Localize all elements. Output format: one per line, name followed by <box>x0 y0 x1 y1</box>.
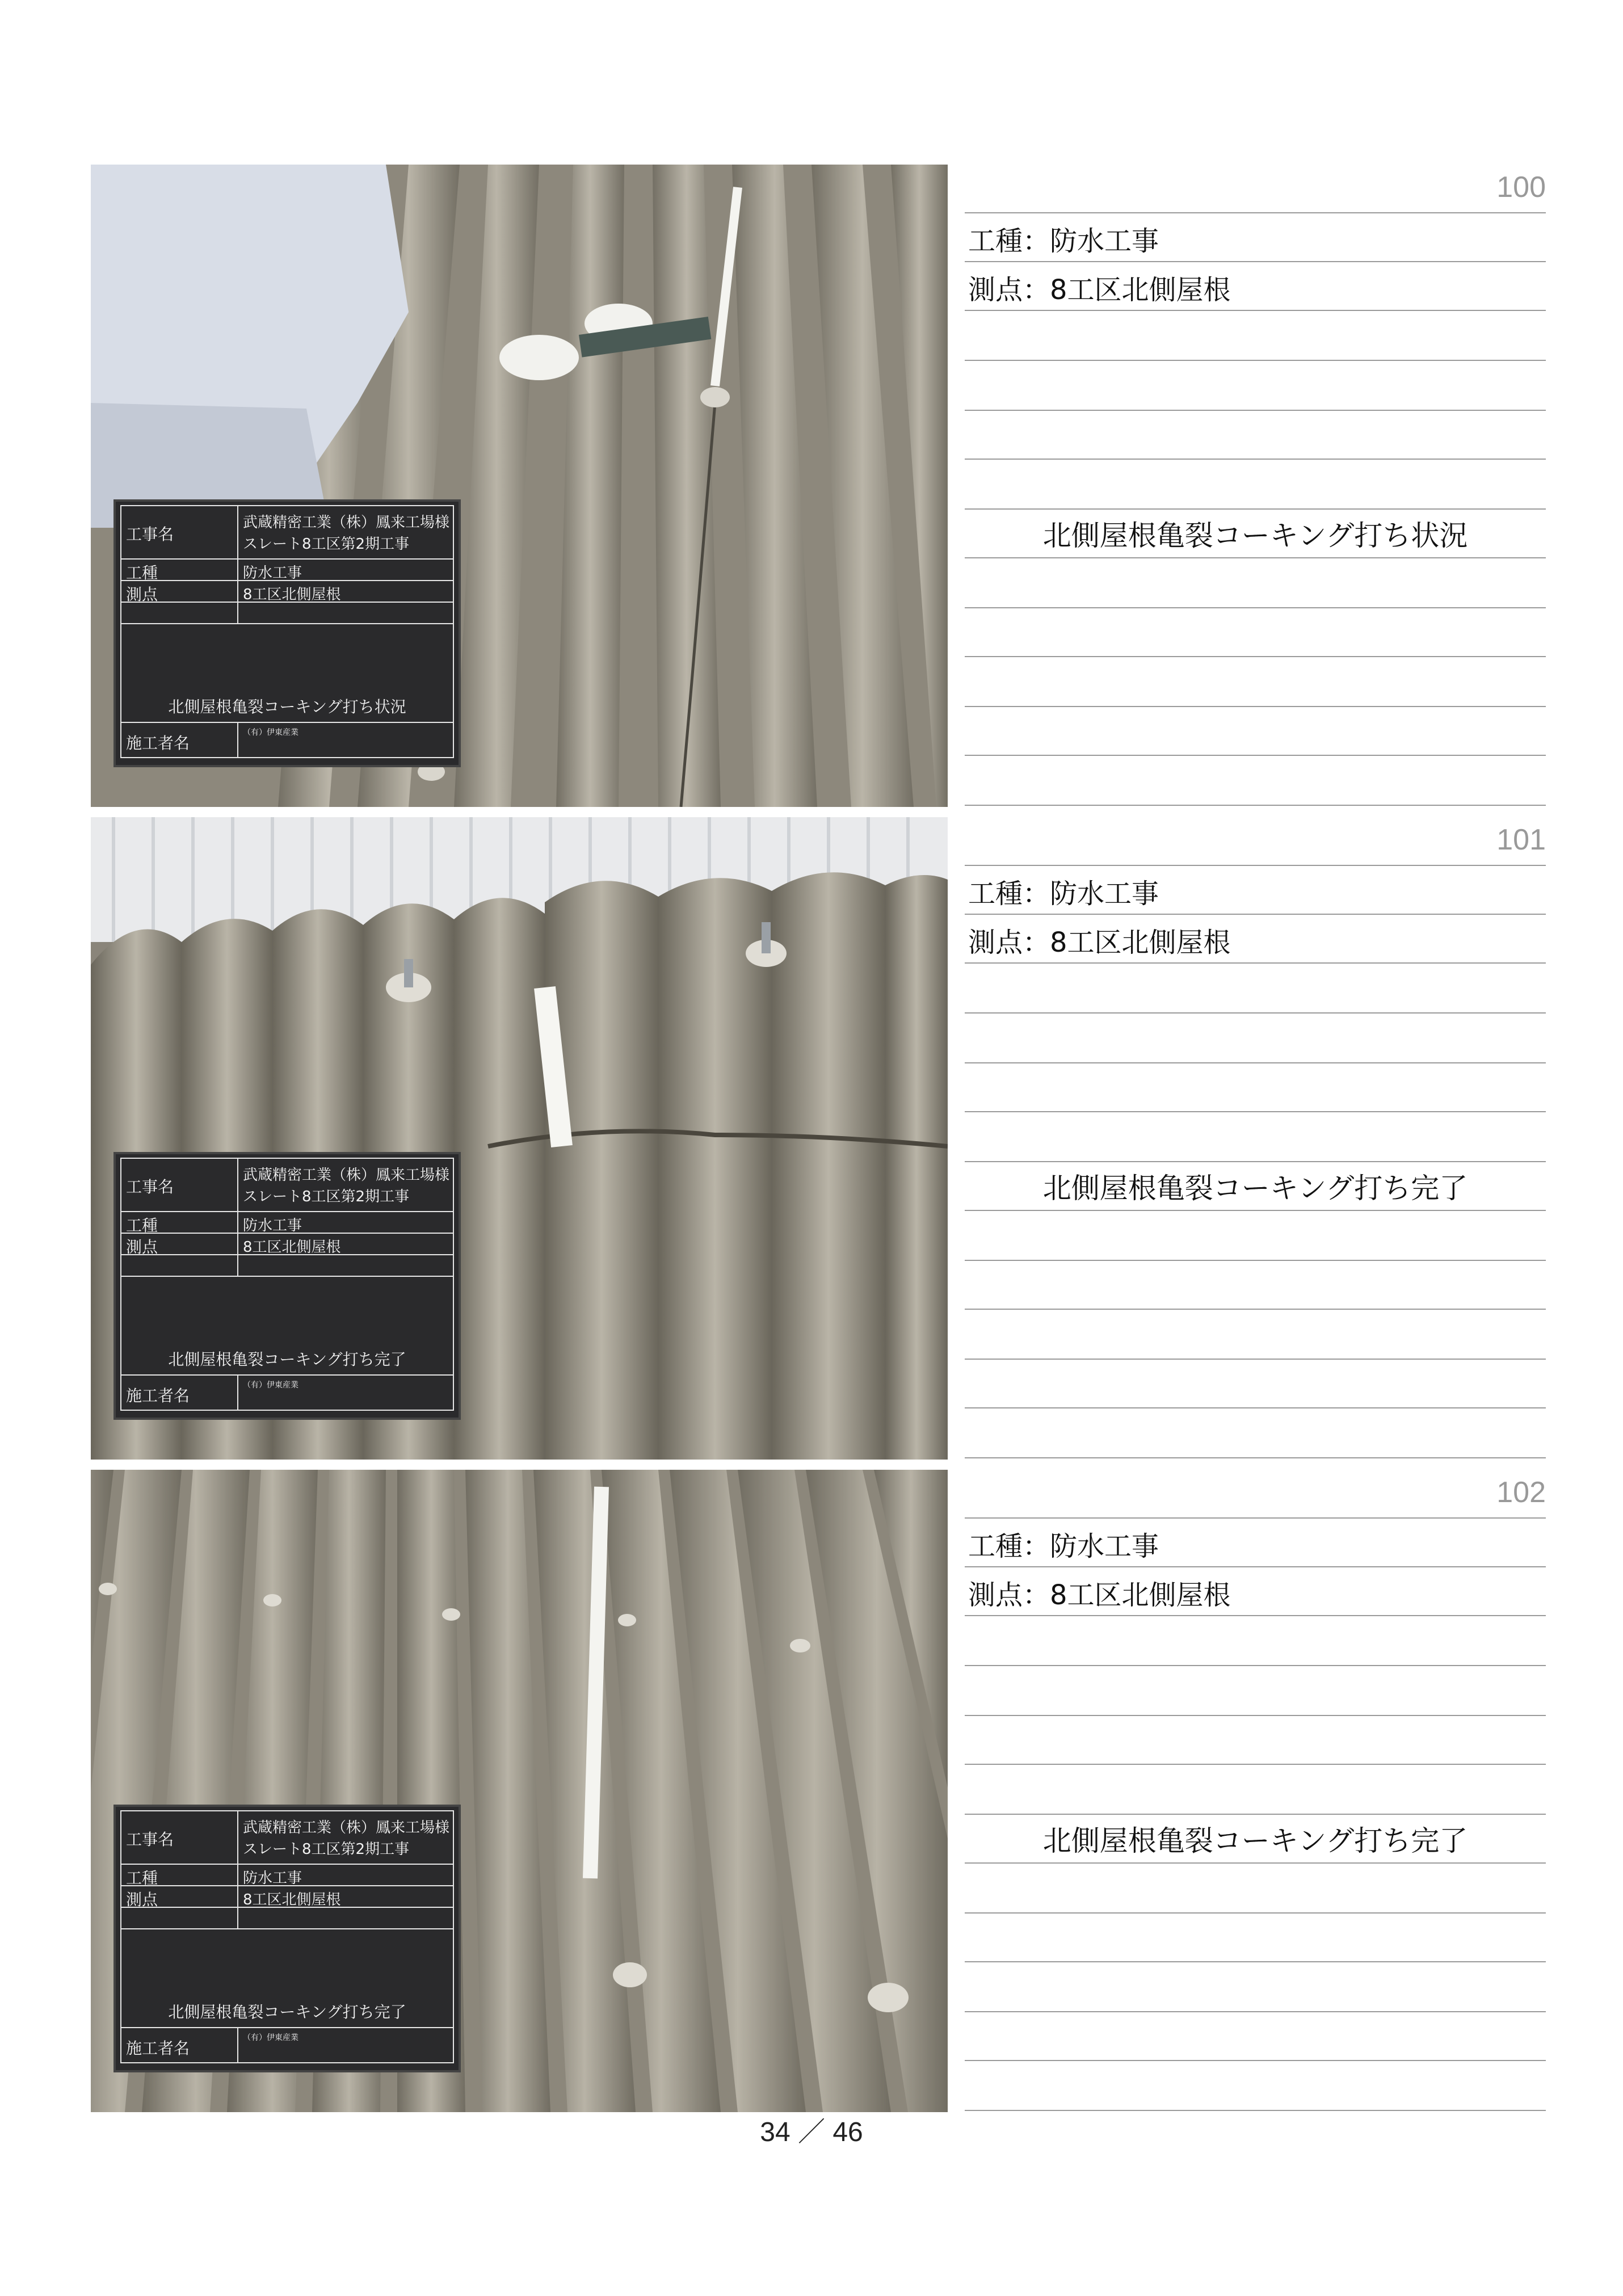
sokuten-line: 測点：8工区北側屋根 <box>968 274 1231 306</box>
board-key-sekou: 施工者名 <box>126 734 190 752</box>
page-indicator: 34 ／ 46 <box>760 2117 863 2147</box>
board-caption: 北側屋根亀裂コーキング打ち完了 <box>168 1350 406 1369</box>
photo-entry-100 <box>91 165 1546 807</box>
board-value-koshu: 防水工事 <box>243 1217 302 1234</box>
construction-blackboard <box>113 1805 461 2072</box>
board-row-blank <box>120 1907 454 1929</box>
board-value-project-name-line1: 武蔵精密工業（株）鳳来工場様 <box>243 1819 450 1836</box>
koshu-line: 工種：防水工事 <box>968 1530 1159 1562</box>
construction-blackboard <box>113 1152 461 1420</box>
board-value-sekou: （有）伊東産業 <box>243 1381 298 1390</box>
board-row-name <box>120 505 454 560</box>
board-value-koshu: 防水工事 <box>243 565 302 582</box>
board-value-project-name-line2: スレート8工区第2期工事 <box>243 1841 410 1858</box>
photo-roof-caulking-in-progress <box>91 165 948 807</box>
board-value-sekou: （有）伊東産業 <box>243 2033 298 2042</box>
photo-entry-101 <box>91 817 1546 1460</box>
photo-number: 102 <box>1496 1476 1546 1509</box>
board-row-sekou <box>120 722 454 758</box>
board-row-caption <box>120 1276 454 1376</box>
board-key-sekou: 施工者名 <box>126 2039 190 2058</box>
sokuten-line: 測点：8工区北側屋根 <box>968 1579 1231 1611</box>
board-row-name <box>120 1810 454 1865</box>
board-row-caption <box>120 623 454 723</box>
board-key-koshu: 工種 <box>126 1869 158 1887</box>
sokuten-line: 測点：8工区北側屋根 <box>968 927 1231 958</box>
board-row-caption <box>120 1928 454 2028</box>
board-key-sokuten: 測点 <box>126 1238 158 1256</box>
board-value-project-name-line2: スレート8工区第2期工事 <box>243 536 410 553</box>
board-row-koshu <box>120 1211 454 1234</box>
board-value-koshu: 防水工事 <box>243 1870 302 1887</box>
caption-line: 北側屋根亀裂コーキング打ち状況 <box>1042 519 1468 552</box>
board-key-koshu: 工種 <box>126 564 158 582</box>
board-row-sokuten <box>120 1885 454 1908</box>
board-caption: 北側屋根亀裂コーキング打ち完了 <box>168 2003 406 2021</box>
notes-column <box>965 165 1546 807</box>
koshu-line: 工種：防水工事 <box>968 225 1159 257</box>
construction-blackboard <box>113 499 461 767</box>
board-row-sokuten <box>120 580 454 603</box>
board-row-blank <box>120 1254 454 1277</box>
board-value-project-name-line1: 武蔵精密工業（株）鳳来工場様 <box>243 1167 450 1184</box>
board-value-sekou: （有）伊東産業 <box>243 728 298 737</box>
board-row-sekou <box>120 2027 454 2063</box>
photo-entry-102 <box>91 1470 1546 2112</box>
caption-line: 北側屋根亀裂コーキング打ち完了 <box>1042 1172 1468 1205</box>
koshu-line: 工種：防水工事 <box>968 878 1159 910</box>
board-key-sokuten: 測点 <box>126 1890 158 1909</box>
board-key-sekou: 施工者名 <box>126 1386 190 1405</box>
board-value-project-name-line1: 武蔵精密工業（株）鳳来工場様 <box>243 514 450 531</box>
photo-number: 100 <box>1496 171 1546 204</box>
board-key-project-name: 工事名 <box>126 525 174 544</box>
photo-number: 101 <box>1496 823 1546 856</box>
board-value-sokuten: 8工区北側屋根 <box>243 586 341 603</box>
board-key-project-name: 工事名 <box>126 1830 174 1849</box>
photo-roof-caulking-complete <box>91 817 948 1460</box>
board-row-blank <box>120 602 454 624</box>
photo-roof-caulking-complete <box>91 1470 948 2112</box>
board-key-sokuten: 測点 <box>126 585 158 604</box>
board-row-sokuten <box>120 1233 454 1255</box>
board-caption: 北側屋根亀裂コーキング打ち状況 <box>168 697 406 716</box>
notes-column <box>965 817 1546 1460</box>
board-row-koshu <box>120 1864 454 1886</box>
board-row-name <box>120 1158 454 1212</box>
board-value-project-name-line2: スレート8工区第2期工事 <box>243 1188 410 1205</box>
board-value-sokuten: 8工区北側屋根 <box>243 1239 341 1256</box>
notes-column <box>965 1470 1546 2112</box>
board-value-sokuten: 8工区北側屋根 <box>243 1891 341 1908</box>
board-key-project-name: 工事名 <box>126 1178 174 1196</box>
board-row-koshu <box>120 558 454 581</box>
board-row-sekou <box>120 1374 454 1411</box>
board-key-koshu: 工種 <box>126 1216 158 1235</box>
caption-line: 北側屋根亀裂コーキング打ち完了 <box>1042 1824 1468 1857</box>
